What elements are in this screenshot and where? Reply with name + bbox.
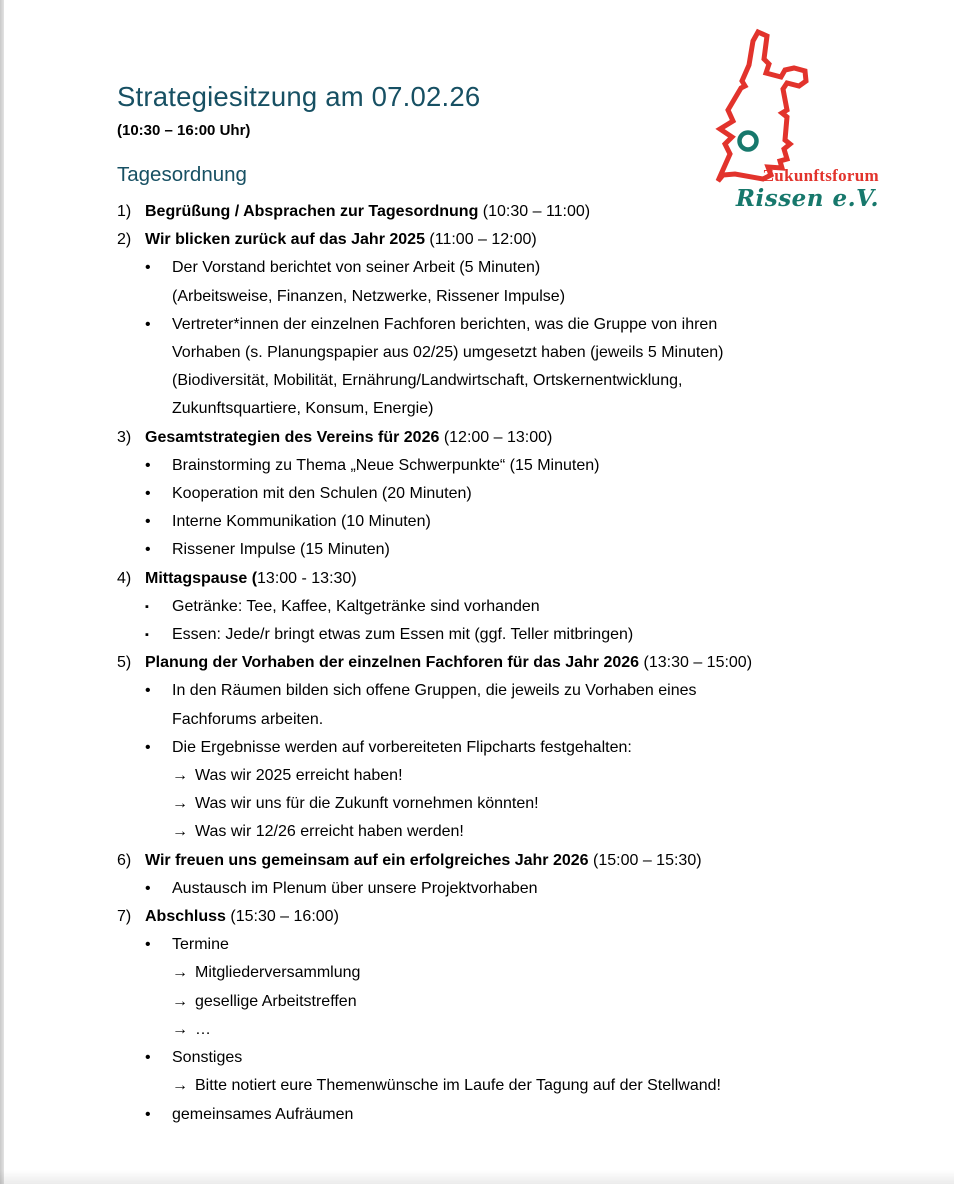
item-body xyxy=(172,452,879,480)
item-body xyxy=(172,536,879,564)
item-body xyxy=(172,593,879,621)
arrow-line xyxy=(172,762,879,790)
agenda-item-text xyxy=(145,198,879,226)
agenda-subitem xyxy=(145,875,879,903)
agenda-item xyxy=(117,903,879,931)
agenda-text-line: Der Vorstand berichtet von seiner Arbeit (5 Minuten) xyxy=(172,259,541,277)
arrow-text: Was wir 2025 erreicht haben! xyxy=(195,767,403,785)
page-bottom-shadow xyxy=(0,1170,954,1184)
arrow-icon: → xyxy=(172,1020,188,1038)
arrow-text: Mitgliederversammlung xyxy=(195,964,361,982)
bullet-marker-icon: ▪ xyxy=(145,600,149,613)
agenda-item-text xyxy=(145,424,879,452)
bullet-marker-icon: • xyxy=(145,541,151,559)
item-body xyxy=(172,1044,879,1100)
item-body xyxy=(145,226,879,254)
item-body xyxy=(172,931,879,1044)
item-body xyxy=(172,508,879,536)
agenda-list xyxy=(117,198,879,1129)
item-time: (12:00 – 13:00) xyxy=(439,428,553,446)
logo-text-zukunftsforum: Zukunftsforum xyxy=(762,166,879,185)
item-time: (10:30 – 11:00) xyxy=(478,203,591,220)
agenda-item xyxy=(117,226,879,254)
agenda-text-line: Austausch im Plenum über unsere Projektvorhaben xyxy=(172,879,538,897)
bullet-marker-icon: • xyxy=(145,259,151,277)
item-number: 6) xyxy=(117,851,132,869)
agenda-item xyxy=(117,649,879,677)
agenda-subitem xyxy=(145,536,879,564)
agenda-text-line: Brainstorming zu Thema „Neue Schwerpunkte“ (15 Minuten) xyxy=(172,456,600,474)
bullet-marker-icon: • xyxy=(145,513,151,531)
arrow-line xyxy=(172,1072,879,1100)
bullet-marker-icon: • xyxy=(145,1105,151,1123)
item-number: 4) xyxy=(117,569,132,587)
agenda-text-line: (Arbeitsweise, Finanzen, Netzwerke, Rissener Impulse) xyxy=(172,287,566,305)
agenda-item xyxy=(117,565,879,593)
item-title-bold: Abschluss xyxy=(145,908,226,926)
agenda-item xyxy=(117,847,879,875)
agenda-item-text xyxy=(145,649,879,677)
agenda-subitem xyxy=(145,452,879,480)
item-title-bold: Wir freuen uns gemeinsam auf ein erfolgreiches Jahr 2026 xyxy=(145,851,589,869)
agenda-text-line: (Biodiversität, Mobilität, Ernährung/Landwirtschaft, Ortskernentwicklung, xyxy=(172,372,683,390)
page-title: Strategiesitzung am 07.02.26 xyxy=(117,81,481,112)
agenda-subitem xyxy=(145,1044,879,1100)
logo-text-rissen-ev: Rissen e.V. xyxy=(735,185,879,212)
agenda-text-line: Die Ergebnisse werden auf vorbereiteten Flipcharts festgehalten: xyxy=(172,738,632,756)
page-subtitle: (10:30 – 16:00 Uhr) xyxy=(117,122,251,139)
arrow-line xyxy=(172,790,879,818)
agenda-text-line: Vertreter*innen der einzelnen Fachforen berichten, was die Gruppe von ihren xyxy=(172,315,718,333)
item-body xyxy=(145,847,879,875)
agenda-text-line: In den Räumen bilden sich offene Gruppen, die jeweils zu Vorhaben eines xyxy=(172,682,697,700)
item-title-bold: Wir blicken zurück auf das Jahr 2025 xyxy=(145,231,425,249)
arrow-icon: → xyxy=(172,767,188,785)
item-number: 7) xyxy=(117,908,132,926)
item-time: 13:00 - 13:30) xyxy=(257,569,357,587)
agenda-subitem xyxy=(145,311,879,424)
item-body xyxy=(145,198,879,226)
agenda-text-line: Fachforums arbeiten. xyxy=(172,710,324,728)
item-body xyxy=(172,734,879,847)
agenda-text-line: Getränke: Tee, Kaffee, Kaltgetränke sind vorhanden xyxy=(172,597,540,615)
bullet-marker-icon: • xyxy=(145,485,151,503)
bullet-marker-icon: • xyxy=(145,315,151,333)
bullet-marker-icon: • xyxy=(145,682,151,700)
item-number: 1) xyxy=(117,203,132,220)
agenda-subitem xyxy=(145,1101,879,1129)
arrow-line xyxy=(172,818,879,846)
arrow-icon: → xyxy=(172,795,188,813)
arrow-line xyxy=(172,1016,879,1044)
agenda-text-line: Vorhaben (s. Planungspapier aus 02/25) umgesetzt haben (jeweils 5 Minuten) xyxy=(172,344,724,362)
page-left-edge xyxy=(0,0,4,1184)
item-body xyxy=(145,649,879,677)
agenda-text-line: Essen: Jede/r bringt etwas zum Essen mit (ggf. Teller mitbringen) xyxy=(172,626,634,644)
agenda-subitem xyxy=(145,593,879,621)
item-body xyxy=(172,875,879,903)
item-number: 5) xyxy=(117,654,132,672)
bullet-marker-icon: • xyxy=(145,1049,151,1067)
item-time: (13:30 – 15:00) xyxy=(639,654,753,672)
agenda-subitem xyxy=(145,677,879,733)
agenda-subitem xyxy=(145,254,879,310)
item-number: 2) xyxy=(117,231,132,249)
arrow-text: … xyxy=(195,1020,211,1038)
item-time: (11:00 – 12:00) xyxy=(424,231,537,249)
bullet-marker-icon: • xyxy=(145,456,151,474)
arrow-text: Was wir uns für die Zukunft vornehmen könnten! xyxy=(195,795,539,813)
bullet-marker-icon: • xyxy=(145,936,151,954)
agenda-item-text xyxy=(145,565,879,593)
item-body xyxy=(172,621,879,649)
agenda-text-line: Rissener Impulse (15 Minuten) xyxy=(172,541,390,559)
agenda-subitem xyxy=(145,621,879,649)
agenda-text-line: Termine xyxy=(172,936,229,954)
item-body xyxy=(172,1101,879,1129)
item-title-bold: Mittagspause ( xyxy=(145,569,258,587)
agenda-text-line: gemeinsames Aufräumen xyxy=(172,1105,354,1123)
agenda-item xyxy=(117,198,879,226)
arrow-icon: → xyxy=(172,1077,188,1095)
bullet-marker-icon: ▪ xyxy=(145,629,149,642)
agenda-item-text xyxy=(145,847,879,875)
document-content xyxy=(117,0,879,1129)
agenda-subitem xyxy=(145,480,879,508)
item-title-bold: Gesamtstrategien des Vereins für 2026 xyxy=(145,428,440,446)
arrow-icon: → xyxy=(172,823,188,841)
arrow-text: Bitte notiert eure Themenwünsche im Laufe der Tagung auf der Stellwand! xyxy=(195,1077,721,1095)
agenda-text-line: Interne Kommunikation (10 Minuten) xyxy=(172,513,431,531)
item-title-bold: Planung der Vorhaben der einzelnen Fachforen für das Jahr 2026 xyxy=(145,654,640,672)
item-number: 3) xyxy=(117,428,132,446)
arrow-text: gesellige Arbeitstreffen xyxy=(195,992,357,1010)
item-time: (15:30 – 16:00) xyxy=(225,908,339,926)
agenda-text-line: Kooperation mit den Schulen (20 Minuten) xyxy=(172,485,472,503)
item-body xyxy=(145,903,879,931)
agenda-subitem xyxy=(145,931,879,1044)
agenda-text-line: Sonstiges xyxy=(172,1049,243,1067)
item-body xyxy=(172,311,879,424)
item-body xyxy=(145,565,879,593)
arrow-line xyxy=(172,959,879,987)
section-heading: Tagesordnung xyxy=(117,163,247,186)
agenda-item xyxy=(117,424,879,452)
item-body xyxy=(172,254,879,310)
agenda-subitem xyxy=(145,508,879,536)
agenda-item-text xyxy=(145,903,879,931)
item-body xyxy=(172,677,879,733)
arrow-text: Was wir 12/26 erreicht haben werden! xyxy=(195,823,464,841)
arrow-icon: → xyxy=(172,992,188,1010)
item-title-bold: Begrüßung / Absprachen zur Tagesordnung xyxy=(145,203,479,220)
item-time: (15:00 – 15:30) xyxy=(588,851,702,869)
item-body xyxy=(145,424,879,452)
item-body xyxy=(172,480,879,508)
arrow-line xyxy=(172,988,879,1016)
agenda-item-text xyxy=(145,226,879,254)
arrow-icon: → xyxy=(172,964,188,982)
agenda-subitem xyxy=(145,734,879,847)
agenda-text-line: Zukunftsquartiere, Konsum, Energie) xyxy=(172,400,434,418)
bullet-marker-icon: • xyxy=(145,738,151,756)
bullet-marker-icon: • xyxy=(145,879,151,897)
